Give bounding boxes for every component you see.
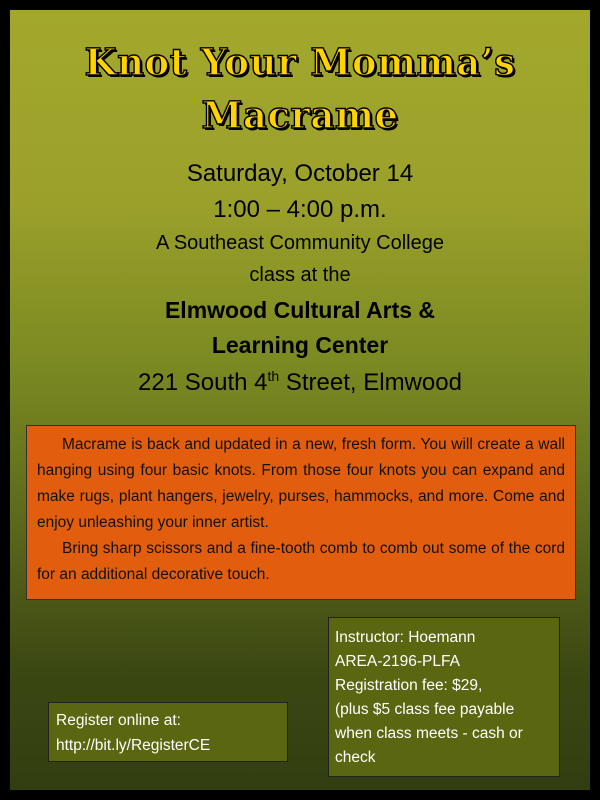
register-box — [48, 702, 288, 762]
address-number: 221 South 4 — [138, 369, 268, 396]
venue-line-1: Elmwood Cultural Arts & — [164, 297, 436, 323]
register-label: Register online at: — [56, 712, 181, 729]
college-line: A Southeast Community College — [156, 232, 444, 254]
description-box — [26, 425, 576, 600]
title-line-2: Macrame — [201, 93, 399, 137]
fee-line: Registration fee: $29, — [335, 677, 483, 694]
course-code-line: AREA-2196-PLFA — [335, 653, 460, 670]
description-paragraph-1: Macrame is back and updated in a new, fresh form. You will create a wall hanging using four basic knots. From those four knots you can expand and make rugs, plant hangers, jewelry, purses, hammocks, and more. Come and enjoy unleashing your inner artist. — [37, 436, 565, 531]
event-time: 1:00 – 4:00 p.m. — [213, 196, 387, 223]
address-street: Street, Elmwood — [279, 369, 462, 396]
register-link[interactable]: http://bit.ly/RegisterCE — [56, 737, 211, 754]
title-line-1: Knot Your Momma’s — [84, 40, 516, 84]
venue-line-2: Learning Center — [211, 332, 389, 358]
description-paragraph-2: Bring sharp scissors and a fine-tooth comb to comb out some of the cord for an additional decorative touch. — [37, 540, 565, 583]
instructor-line: Instructor: Hoemann — [335, 629, 476, 646]
instructor-box — [328, 617, 560, 777]
event-date: Saturday, October 14 — [186, 160, 414, 187]
fee-note-line-1: (plus $5 class fee payable — [335, 701, 515, 718]
fee-note-line-2: when class meets - cash or — [335, 725, 523, 742]
venue-address — [10, 368, 590, 397]
address-superscript: th — [267, 368, 280, 384]
fee-note-line-3: check — [335, 749, 376, 766]
class-at-line: class at the — [249, 264, 351, 286]
